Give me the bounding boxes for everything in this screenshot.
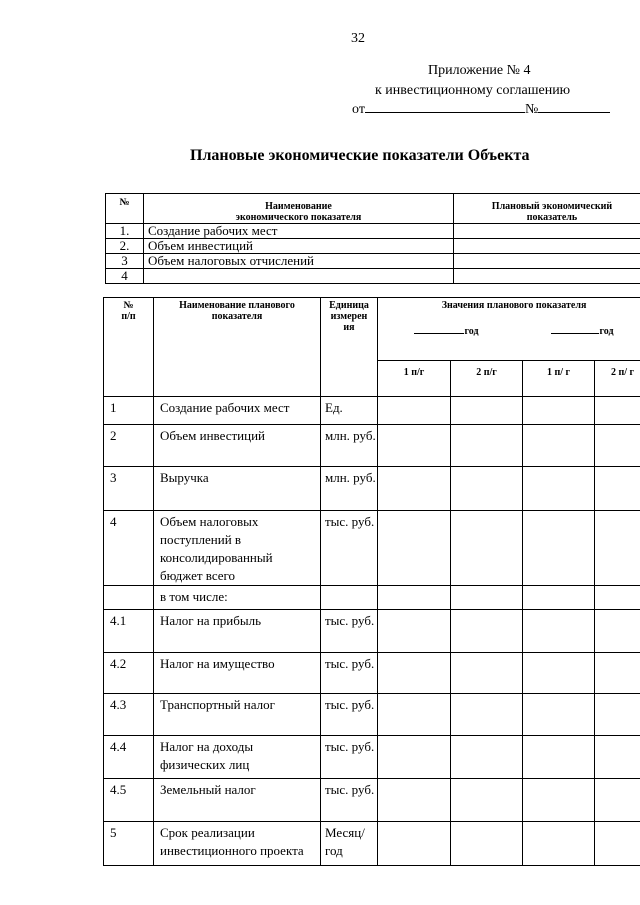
year-1-label: год xyxy=(464,326,479,337)
year-2-blank[interactable] xyxy=(551,323,599,334)
table-row xyxy=(106,239,640,254)
indicators-table xyxy=(105,193,640,284)
row-num: 4 xyxy=(104,511,154,586)
row-value-cell[interactable] xyxy=(454,224,640,239)
appendix-label: Приложение № 4 xyxy=(428,63,531,78)
table-row xyxy=(104,397,640,425)
value-cell[interactable] xyxy=(595,694,640,736)
table-header-row xyxy=(106,194,640,224)
table-row xyxy=(106,224,640,239)
row-name: Налог на прибыль xyxy=(154,610,321,653)
value-cell[interactable] xyxy=(451,425,523,467)
col-unit-header xyxy=(321,298,378,397)
row-value-cell[interactable] xyxy=(454,254,640,269)
col-name-header xyxy=(154,298,321,397)
row-unit: Ед. xyxy=(321,397,378,425)
agreement-label: к инвестиционному соглашению xyxy=(375,83,571,98)
value-cell[interactable] xyxy=(378,467,451,511)
value-cell[interactable] xyxy=(595,397,640,425)
date-number-line xyxy=(352,99,610,118)
row-name: в том числе: xyxy=(154,586,321,610)
row-num: 4 xyxy=(106,269,144,284)
table-row xyxy=(104,586,640,610)
value-cell[interactable] xyxy=(378,779,451,822)
table-row xyxy=(104,610,640,653)
value-cell[interactable] xyxy=(523,397,595,425)
row-name: Объем налоговых отчислений xyxy=(144,254,454,269)
row-num: 1 xyxy=(104,397,154,425)
value-cell[interactable] xyxy=(595,610,640,653)
row-unit: Месяц/год xyxy=(321,822,378,866)
value-cell[interactable] xyxy=(523,425,595,467)
value-cell[interactable] xyxy=(595,653,640,694)
table-row xyxy=(104,653,640,694)
row-name: Земельный налог xyxy=(154,779,321,822)
table-row xyxy=(104,736,640,779)
value-cell[interactable] xyxy=(451,397,523,425)
value-cell[interactable] xyxy=(451,610,523,653)
row-num: 4.4 xyxy=(104,736,154,779)
value-cell[interactable] xyxy=(451,694,523,736)
row-num: 4.2 xyxy=(104,653,154,694)
col-num-line2: п/п xyxy=(121,311,136,322)
table-row xyxy=(104,425,640,467)
col-value-line2: показатель xyxy=(526,212,578,223)
row-num: 2 xyxy=(104,425,154,467)
row-name: Создание рабочих мест xyxy=(154,397,321,425)
col-name-line1: Наименование xyxy=(265,201,332,212)
value-cell[interactable] xyxy=(451,822,523,866)
row-value-cell[interactable] xyxy=(454,269,640,284)
col-name-line2: показателя xyxy=(211,311,263,322)
row-num xyxy=(104,586,154,610)
value-cell[interactable] xyxy=(523,586,595,610)
row-name: Объем инвестиций xyxy=(144,239,454,254)
value-cell[interactable] xyxy=(378,511,451,586)
value-cell[interactable] xyxy=(378,736,451,779)
col-unit-line2: измерен xyxy=(330,311,368,322)
row-name: Налог на имущество xyxy=(154,653,321,694)
col-num-header xyxy=(104,298,154,397)
col-values-label: Значения планового показателя xyxy=(441,300,587,311)
planned-indicators-table xyxy=(103,297,640,866)
col-value-header xyxy=(454,194,640,224)
year-2-label: год xyxy=(599,326,614,337)
row-name: Объем инвестиций xyxy=(154,425,321,467)
col-unit-line1: Единица xyxy=(329,300,369,311)
row-num: 3 xyxy=(104,467,154,511)
col-name-line2: экономического показателя xyxy=(235,212,362,223)
value-cell[interactable] xyxy=(595,822,640,866)
row-unit: тыс. руб. xyxy=(321,610,378,653)
page-number: 32 xyxy=(351,31,365,46)
year-1-blank[interactable] xyxy=(414,323,464,334)
number-blank xyxy=(538,99,610,113)
value-cell[interactable] xyxy=(378,425,451,467)
number-prefix: № xyxy=(524,102,539,117)
value-cell[interactable] xyxy=(523,736,595,779)
year-2 xyxy=(551,323,613,337)
subcol-header: 2 п/ г xyxy=(595,361,640,397)
row-num: 3 xyxy=(106,254,144,269)
row-name: Объем налоговых поступлений в консолидированный бюджет всего xyxy=(154,511,321,586)
year-1 xyxy=(414,323,478,337)
row-num: 4.5 xyxy=(104,779,154,822)
value-cell[interactable] xyxy=(595,511,640,586)
subcol-header: 1 п/г xyxy=(378,361,451,397)
document-title: Плановые экономические показатели Объекта xyxy=(190,147,530,164)
table-row xyxy=(104,467,640,511)
row-num: 1. xyxy=(106,224,144,239)
value-cell[interactable] xyxy=(378,610,451,653)
value-cell[interactable] xyxy=(595,467,640,511)
value-cell[interactable] xyxy=(378,694,451,736)
row-name: Налог на доходы физических лиц xyxy=(154,736,321,779)
value-cell[interactable] xyxy=(595,425,640,467)
value-cell[interactable] xyxy=(451,511,523,586)
value-cell[interactable] xyxy=(595,736,640,779)
value-cell[interactable] xyxy=(523,610,595,653)
value-cell[interactable] xyxy=(523,822,595,866)
value-cell[interactable] xyxy=(523,653,595,694)
subcol-header: 2 п/г xyxy=(451,361,523,397)
date-blank xyxy=(365,99,525,113)
row-unit: тыс. руб. xyxy=(321,736,378,779)
subcol-header: 1 п/ г xyxy=(523,361,595,397)
value-cell[interactable] xyxy=(595,586,640,610)
row-name: Создание рабочих мест xyxy=(144,224,454,239)
row-name: Транспортный налог xyxy=(154,694,321,736)
value-cell[interactable] xyxy=(378,397,451,425)
date-prefix: от xyxy=(352,102,365,117)
col-unit-line3: ия xyxy=(343,322,355,333)
row-num: 5 xyxy=(104,822,154,866)
value-cell[interactable] xyxy=(595,779,640,822)
row-name: Выручка xyxy=(154,467,321,511)
table-row xyxy=(104,779,640,822)
row-unit: тыс. руб. xyxy=(321,779,378,822)
col-value-line1: Плановый экономический xyxy=(491,201,613,212)
row-unit: тыс. руб. xyxy=(321,653,378,694)
value-cell[interactable] xyxy=(523,467,595,511)
row-unit xyxy=(321,586,378,610)
row-value-cell[interactable] xyxy=(454,239,640,254)
col-name-header xyxy=(144,194,454,224)
row-num: 4.1 xyxy=(104,610,154,653)
row-name xyxy=(144,269,454,284)
value-cell[interactable] xyxy=(523,779,595,822)
col-num-line1: № xyxy=(123,300,134,311)
value-cell[interactable] xyxy=(451,779,523,822)
table-row xyxy=(106,269,640,284)
value-cell[interactable] xyxy=(378,653,451,694)
row-unit: тыс. руб. xyxy=(321,694,378,736)
row-num: 4.3 xyxy=(104,694,154,736)
value-cell[interactable] xyxy=(451,467,523,511)
year-row xyxy=(378,323,640,337)
row-unit: млн. руб. xyxy=(321,467,378,511)
col-name-line1: Наименование планового xyxy=(179,300,295,311)
row-unit: тыс. руб. xyxy=(321,511,378,586)
row-num: 2. xyxy=(106,239,144,254)
row-unit: млн. руб. xyxy=(321,425,378,467)
table-row xyxy=(104,822,640,866)
col-values-header xyxy=(378,298,640,361)
value-cell[interactable] xyxy=(451,736,523,779)
value-cell[interactable] xyxy=(378,586,451,610)
value-cell[interactable] xyxy=(451,586,523,610)
table-row xyxy=(104,511,640,586)
row-name: Срок реализации инвестиционного проекта xyxy=(154,822,321,866)
value-cell[interactable] xyxy=(523,694,595,736)
table-row xyxy=(106,254,640,269)
value-cell[interactable] xyxy=(523,511,595,586)
table-header-row xyxy=(104,298,640,361)
value-cell[interactable] xyxy=(378,822,451,866)
table-row xyxy=(104,694,640,736)
col-num-header: № xyxy=(106,194,144,224)
value-cell[interactable] xyxy=(451,653,523,694)
